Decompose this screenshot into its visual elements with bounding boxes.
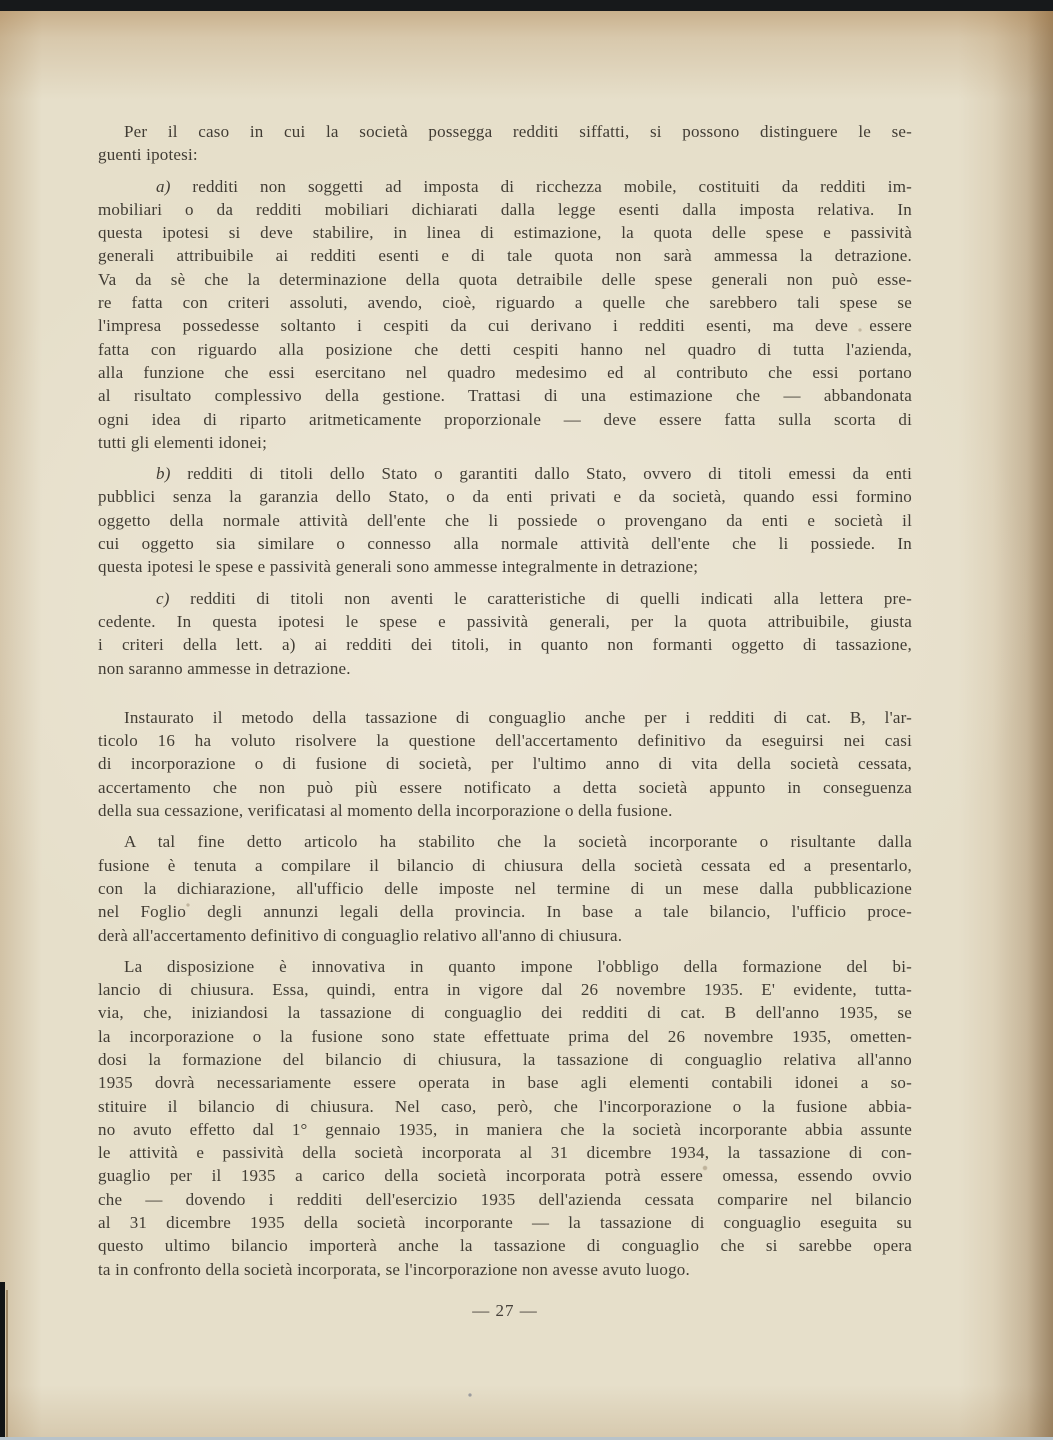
text-line: questa ipotesi le spese e passività generali sono ammesse integralmente in detrazione; xyxy=(98,557,699,577)
text-line: dosi la formazione del bilancio di chiusura, la tassazione di conguaglio relativa all'anno xyxy=(98,1049,912,1069)
item-marker: a) xyxy=(156,176,171,196)
text-line: generali attribuibile ai redditi esenti e di tale quota non sarà ammessa la detrazione. xyxy=(98,246,912,266)
text-line: 1935 dovrà necessariamente essere operata in base agli elementi contabili idonei a so- xyxy=(98,1073,912,1093)
text-line: mobiliari o da redditi mobiliari dichiarati dalla legge esenti dalla imposta relativa. In xyxy=(98,199,912,219)
text-line: non saranno ammesse in detrazione. xyxy=(98,658,351,678)
text-line: al 31 dicembre 1935 della società incorporante — la tassazione di conguaglio eseguita su xyxy=(98,1213,912,1233)
text-line: i criteri della lett. a) ai redditi dei titoli, in quanto non formanti oggetto di tassazione, xyxy=(98,635,912,655)
text-line: tutti gli elementi idonei; xyxy=(98,432,268,452)
text-line: la incorporazione o la fusione sono state effettuate prima del 26 novembre 1935, ometten- xyxy=(98,1026,912,1046)
text-line: guenti ipotesi: xyxy=(98,145,198,165)
text-line: alla funzione che essi esercitano nel quadro medesimo ed al contributo che essi portano xyxy=(98,362,912,382)
text-line: derà all'accertamento definitivo di conguaglio relativo all'anno di chiusura. xyxy=(98,925,623,945)
scan-edge-bottom-left xyxy=(0,1282,5,1440)
text-line: fusione è tenuta a compilare il bilancio di chiusura della società cessata ed a presentarlo, xyxy=(98,855,912,875)
text-line: le attività e passività della società incorporata al 31 dicembre 1934, la tassazione di con- xyxy=(98,1143,912,1163)
scan-edge-top xyxy=(0,0,1053,11)
text-line: questa ipotesi si deve stabilire, in linea di estimazione, la quota delle spese e passività xyxy=(98,223,912,243)
text-line: ta in confronto della società incorporata, se l'incorporazione non avesse avuto luogo. xyxy=(98,1259,690,1279)
paragraph xyxy=(98,462,912,578)
text-line: al risultato complessivo della gestione. Trattasi di una estimazione che — abbandonata xyxy=(98,386,912,406)
text-line: A tal fine detto articolo ha stabilito che la società incorporante o risultante dalla xyxy=(124,832,912,852)
page-number: — 27 — xyxy=(472,1301,538,1320)
text-line: questo ultimo bilancio importerà anche la tassazione di conguaglio che si sarebbe opera xyxy=(98,1236,912,1256)
text-line: cui oggetto sia similare o connesso alla normale attività dell'ente che li possiede. In xyxy=(98,534,912,554)
paragraph xyxy=(98,587,912,680)
paragraph xyxy=(98,120,912,167)
text-line: fatta con riguardo alla posizione che detti cespiti hanno nel quadro di tutta l'azienda, xyxy=(98,339,912,359)
text-line: no avuto effetto dal 1° gennaio 1935, in maniera che la società incorporante abbia assunte xyxy=(98,1119,912,1139)
text-line: Per il caso in cui la società possegga redditi siffatti, si possono distinguere le se- xyxy=(124,122,912,141)
text-line: della sua cessazione, verificatasi al momento della incorporazione o della fusione. xyxy=(98,801,673,821)
text-line: re fatta con criteri assoluti, avendo, cioè, riguardo a quelle che sarebbero tali spese se xyxy=(98,293,912,313)
text-line: pubblici senza la garanzia dello Stato, o da enti privati e da società, quando essi formino xyxy=(98,487,912,507)
text-line: l'impresa possedesse soltanto i cespiti da cui derivano i redditi esenti, ma deve essere xyxy=(98,316,912,336)
text-line: lancio di chiusura. Essa, quindi, entra in vigore dal 26 novembre 1935. E' evidente, tutta- xyxy=(98,980,912,1000)
page-body xyxy=(98,120,912,1281)
text-line: oggetto della normale attività dell'ente che li possiede o provengano da enti e società il xyxy=(98,510,912,530)
paragraph xyxy=(98,175,912,455)
item-marker: c) xyxy=(156,588,170,608)
text-line: nel Foglio degli annunzi legali della provincia. In base a tale bilancio, l'ufficio proce- xyxy=(98,902,912,922)
text-line: b) redditi di titoli dello Stato o garantiti dallo Stato, ovvero di titoli emessi da enti xyxy=(156,464,912,484)
paragraph xyxy=(98,706,912,822)
text-line: stituire il bilancio di chiusura. Nel caso, però, che l'incorporazione o la fusione abbia- xyxy=(98,1096,912,1116)
text-line: Instaurato il metodo della tassazione di conguaglio anche per i redditi di cat. B, l'ar- xyxy=(124,707,912,727)
text-line: accertamento che non può più essere notificato a detta società appunto in conseguenza xyxy=(98,777,912,797)
text-line: che — dovendo i redditi dell'esercizio 1935 dell'azienda cessata comparire nel bilancio xyxy=(98,1189,912,1209)
text-line: Va da sè che la determinazione della quota detraibile delle spese generali non può esse- xyxy=(98,269,912,289)
text-line: via, che, iniziandosi la tassazione di conguaglio dei redditi di cat. B dell'anno 1935, se xyxy=(98,1003,912,1023)
text-line: guaglio per il 1935 a carico della società incorporata potrà essere omessa, essendo ovvio xyxy=(98,1166,912,1186)
paragraph xyxy=(98,830,912,946)
item-marker: b) xyxy=(156,464,171,484)
text-line: ticolo 16 ha voluto risolvere la questione dell'accertamento definitivo da eseguirsi nei casi xyxy=(98,731,912,751)
text-line: di incorporazione o di fusione di società, per l'ultimo anno di vita della società cessata, xyxy=(98,754,912,774)
text-line: ogni idea di riparto aritmeticamente proporzionale — deve essere fatta sulla scorta di xyxy=(98,409,912,429)
text-line: cedente. In questa ipotesi le spese e passività generali, per la quota attribuibile, giusta xyxy=(98,611,912,631)
paragraph xyxy=(98,955,912,1281)
page-fold-line xyxy=(6,1290,8,1440)
text-line: c) redditi di titoli non aventi le caratteristiche di quelli indicati alla lettera pre- xyxy=(156,588,912,608)
text-line: con la dichiarazione, all'ufficio delle imposte nel termine di un mese dalla pubblicazione xyxy=(98,878,912,898)
text-line: a) redditi non soggetti ad imposta di ricchezza mobile, costituiti da redditi im- xyxy=(156,176,912,196)
text-line: La disposizione è innovativa in quanto impone l'obbligo della formazione del bi- xyxy=(124,956,912,976)
